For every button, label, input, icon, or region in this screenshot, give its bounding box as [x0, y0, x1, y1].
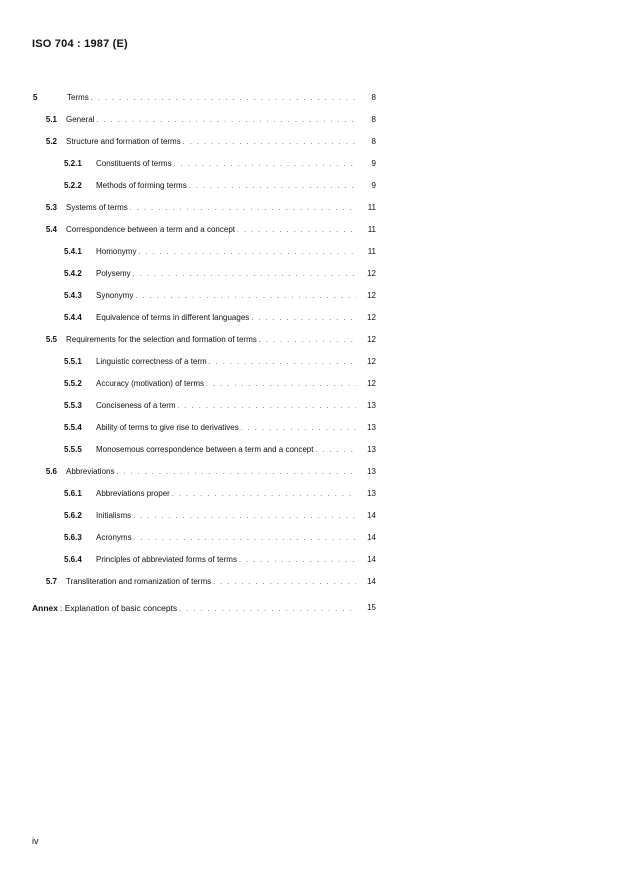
toc-page: 8 [371, 93, 376, 102]
toc-number: 5.5 [45, 335, 57, 344]
toc-page: 14 [367, 533, 376, 542]
toc-page: 14 [367, 555, 376, 564]
toc-page: 11 [367, 203, 376, 212]
toc-leader [172, 489, 356, 501]
toc-page: 9 [371, 181, 376, 190]
toc-leader [213, 577, 356, 589]
toc-leader [189, 181, 356, 193]
toc-number: 5.4.1 [64, 247, 82, 256]
toc-entry-5-6-4[interactable] [64, 554, 376, 566]
toc-leader [138, 247, 356, 259]
toc-number: 5.1 [45, 115, 57, 124]
toc-page: 12 [367, 313, 376, 322]
toc-page: 14 [367, 511, 376, 520]
toc-entry-annex[interactable] [32, 602, 376, 614]
toc-title: Accuracy (motivation) of terms [96, 379, 205, 388]
toc-leader [130, 203, 356, 215]
toc-page: 11 [367, 247, 376, 256]
toc-number: 5.5.3 [64, 401, 82, 410]
toc-title: Principles of abbreviated forms of terms [96, 555, 237, 564]
toc-page: 13 [367, 467, 376, 476]
toc-entry-5-2-2[interactable] [64, 180, 376, 192]
toc-page: 15 [367, 603, 376, 612]
toc-leader [206, 379, 356, 391]
toc-number: 5 [33, 93, 38, 102]
toc-title: Methods of forming terms [96, 181, 187, 190]
toc-leader [96, 115, 356, 127]
toc-entry-5-6-1[interactable] [64, 488, 376, 500]
toc-number: 5.7 [45, 577, 57, 586]
toc-title: Synonymy [96, 291, 134, 300]
toc-entry-5-4[interactable] [32, 224, 376, 236]
toc-page: 13 [367, 445, 376, 454]
toc-leader [178, 401, 356, 413]
toc-entry-5-3[interactable] [32, 202, 376, 214]
toc-entry-5-2-1[interactable] [64, 158, 376, 170]
toc-title: Monosemous correspondence between a term and a concept [96, 445, 314, 454]
document-header: ISO 704 : 1987 (E) [32, 38, 128, 50]
toc-leader [251, 313, 356, 325]
toc-number: 5.6.1 [64, 489, 82, 498]
toc-number: 5.2.1 [64, 159, 82, 168]
toc-entry-5-4-1[interactable] [64, 246, 376, 258]
toc-page: 12 [367, 357, 376, 366]
toc-number: 5.6.4 [64, 555, 82, 564]
toc-number: 5.6.3 [64, 533, 82, 542]
toc-title: Abbreviations proper [96, 489, 170, 498]
toc-page: 9 [371, 159, 376, 168]
toc-leader [183, 137, 356, 149]
toc-leader [179, 604, 356, 616]
toc-leader [91, 93, 356, 105]
toc-entry-5-5-2[interactable] [64, 378, 376, 390]
page-number: iv [32, 836, 39, 846]
toc-leader [174, 159, 356, 171]
toc-entry-5-5-4[interactable] [64, 422, 376, 434]
toc-entry-5-7[interactable] [32, 576, 376, 588]
toc-leader [239, 555, 356, 567]
toc-number: 5.6.2 [64, 511, 82, 520]
toc-entry-5-6-2[interactable] [64, 510, 376, 522]
toc-page: 13 [367, 423, 376, 432]
toc-number: 5.5.2 [64, 379, 82, 388]
toc-entry-5-4-4[interactable] [64, 312, 376, 324]
toc-title: Homonymy [96, 247, 137, 256]
toc-title: Equivalence of terms in different languages [96, 313, 250, 322]
toc-entry-5-1[interactable] [32, 114, 376, 126]
toc-page: 8 [371, 137, 376, 146]
toc-leader [315, 445, 356, 457]
toc-leader [133, 269, 356, 281]
toc-entry-5-2[interactable] [32, 136, 376, 148]
toc-leader [209, 357, 356, 369]
toc-number: Annex [32, 603, 58, 613]
toc-leader [135, 291, 356, 303]
toc-title: Terms [67, 93, 89, 102]
toc-page: 14 [367, 577, 376, 586]
toc-page: 12 [367, 379, 376, 388]
toc-number: 5.4.4 [64, 313, 82, 322]
toc-number: 5.4.3 [64, 291, 82, 300]
toc-page: 12 [367, 269, 376, 278]
toc-page: 12 [367, 335, 376, 344]
toc-title: Conciseness of a term [96, 401, 176, 410]
toc-page: 11 [367, 225, 376, 234]
toc-leader [237, 225, 356, 237]
toc-entry-5-5-3[interactable] [64, 400, 376, 412]
toc-entry-5-5-1[interactable] [64, 356, 376, 368]
toc-leader [259, 335, 356, 347]
toc-title: Correspondence between a term and a concept [66, 225, 235, 234]
toc-title: Ability of terms to give rise to derivatives [96, 423, 239, 432]
toc-entry-5-5[interactable] [32, 334, 376, 346]
toc-number: 5.5.1 [64, 357, 82, 366]
toc-title: Constituents of terms [96, 159, 172, 168]
toc-page: 13 [367, 401, 376, 410]
toc-number: 5.5.5 [64, 445, 82, 454]
toc-leader [241, 423, 356, 435]
toc-page: 12 [367, 291, 376, 300]
toc-title: Requirements for the selection and formation of terms [66, 335, 257, 344]
toc-number: 5.3 [45, 203, 57, 212]
toc-leader [133, 511, 356, 523]
toc-number: 5.2.2 [64, 181, 82, 190]
toc-title: Abbreviations [66, 467, 115, 476]
toc-leader [116, 467, 356, 479]
toc-title: Acronyms [96, 533, 132, 542]
toc-title: Systems of terms [66, 203, 128, 212]
toc-number: 5.4 [45, 225, 57, 234]
toc-number: 5.2 [45, 137, 57, 146]
toc-title: Linguistic correctness of a term [96, 357, 207, 366]
toc-title: General [66, 115, 95, 124]
toc-entry-5[interactable] [32, 92, 376, 104]
toc-page: 13 [367, 489, 376, 498]
toc-title: Polysemy [96, 269, 131, 278]
toc-entry-5-5-5[interactable] [64, 444, 376, 456]
toc-number: 5.5.4 [64, 423, 82, 432]
toc-leader [134, 533, 356, 545]
toc-entry-5-4-3[interactable] [64, 290, 376, 302]
toc-title: Transliteration and romanization of terms [66, 577, 212, 586]
toc-entry-5-6-3[interactable] [64, 532, 376, 544]
toc-entry-5-6[interactable] [32, 466, 376, 478]
toc-number: 5.6 [45, 467, 57, 476]
toc-page: 8 [371, 115, 376, 124]
toc-title: Initialisms [96, 511, 132, 520]
toc-entry-5-4-2[interactable] [64, 268, 376, 280]
toc-number: 5.4.2 [64, 269, 82, 278]
toc-title: : Explanation of basic concepts [59, 603, 178, 613]
toc-title: Structure and formation of terms [66, 137, 181, 146]
